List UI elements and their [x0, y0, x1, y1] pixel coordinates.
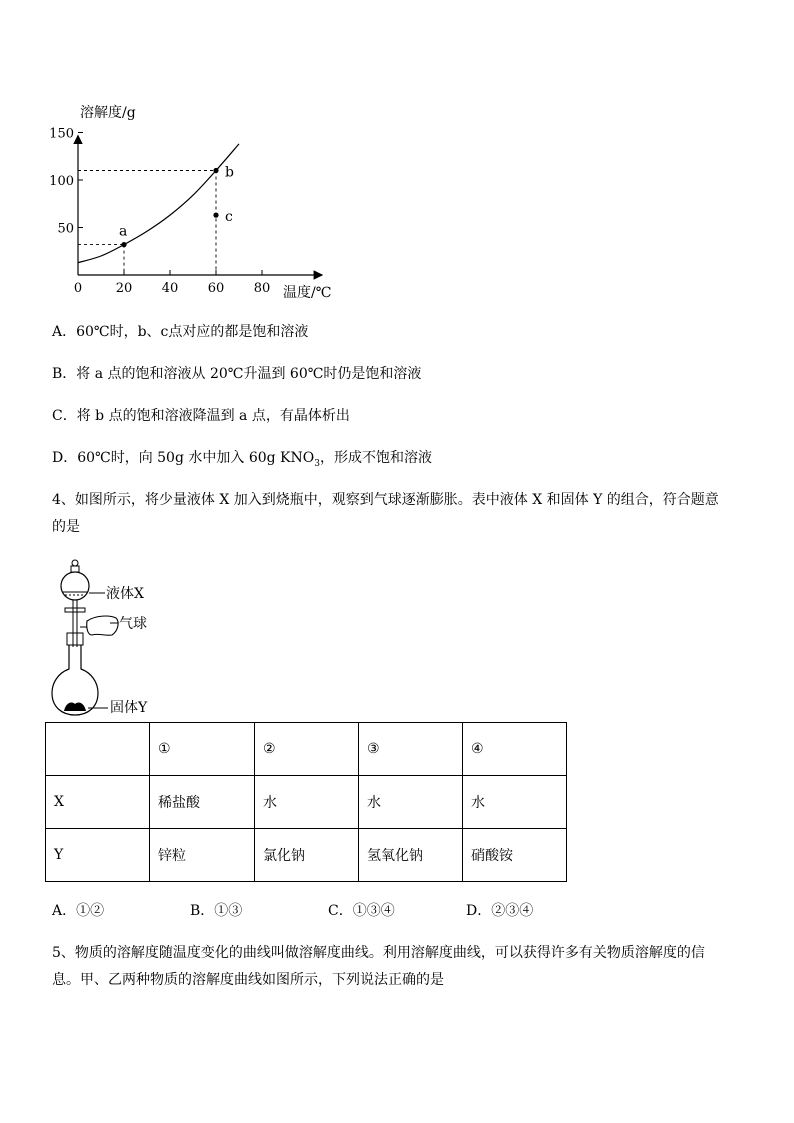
- chart-points: [119, 165, 234, 248]
- table-cell: ④: [463, 723, 567, 776]
- point-label-c: c: [225, 209, 233, 226]
- point-label-a: a: [119, 223, 128, 240]
- table-cell: ①: [150, 723, 255, 776]
- q4-option-a: A．①②: [52, 903, 105, 919]
- table-cell: 锌粒: [150, 829, 255, 882]
- separatory-funnel: [61, 572, 89, 600]
- label-solid-y: 固体Y: [110, 700, 148, 716]
- q4-option-d: D．②③④: [466, 903, 534, 919]
- funnel-stopper: [71, 566, 79, 572]
- q5-stem-line1: 5、物质的溶解度随温度变化的曲线叫做溶解度曲线。利用溶解度曲线，可以获得许多有关物质溶解度的信: [52, 945, 705, 961]
- x-axis-label: 温度/℃: [283, 285, 332, 301]
- y-axis-label: 溶解度/g: [80, 105, 136, 121]
- q4-option-b: B．①③: [190, 903, 243, 919]
- x-tick-label: 0: [73, 281, 83, 296]
- table-cell: ②: [255, 723, 359, 776]
- table-cell: 氯化钠: [255, 829, 359, 882]
- table-row: [46, 723, 567, 776]
- q3-option-d: [52, 448, 432, 474]
- x-tick-label: 40: [161, 281, 179, 296]
- label-liquid-x: 液体X: [106, 586, 144, 602]
- y-tick-label: 50: [57, 221, 74, 237]
- point-b: [213, 168, 218, 173]
- q4-stem-line2: 的是: [52, 519, 80, 535]
- table-cell: [46, 723, 150, 776]
- q4-table: [45, 722, 567, 882]
- table-row: [46, 829, 567, 882]
- x-tick-label: 80: [253, 281, 271, 296]
- stopcock: [65, 608, 85, 612]
- y-tick-label: 150: [49, 126, 74, 142]
- q3-option-d-prefix: D．60℃时，向 50g 水中加入 60g KNO: [52, 450, 315, 466]
- balloon: [87, 616, 118, 635]
- table-cell: ③: [359, 723, 463, 776]
- q3-option-a: A．60℃时，b、c点对应的都是饱和溶液: [52, 324, 309, 340]
- table-cell: 稀盐酸: [150, 776, 255, 829]
- label-balloon: 气球: [119, 616, 147, 632]
- point-c: [213, 213, 218, 218]
- table-cell: X: [46, 776, 150, 829]
- q3-option-c: C．将 b 点的饱和溶液降温到 a 点，有晶体析出: [52, 408, 350, 424]
- apparatus-figure: [50, 555, 190, 720]
- flask-stopper: [67, 633, 83, 645]
- q3-option-d-suffix: ，形成不饱和溶液: [319, 450, 432, 466]
- q3-option-d-subscript: 3: [314, 458, 320, 469]
- solubility-chart: [40, 95, 380, 305]
- table-cell: 氢氧化钠: [359, 829, 463, 882]
- q4-option-c: C．①③④: [328, 903, 395, 919]
- table-cell: 水: [359, 776, 463, 829]
- x-tick-label: 60: [207, 281, 225, 296]
- q3-option-b: B．将 a 点的饱和溶液从 20℃升温到 60℃时仍是饱和溶液: [52, 366, 422, 382]
- q5-stem-line2: 息。甲、乙两种物质的溶解度曲线如图所示，下列说法正确的是: [52, 972, 444, 988]
- x-tick-label: 20: [115, 281, 133, 296]
- chart-axes: [78, 136, 322, 275]
- table-cell: Y: [46, 829, 150, 882]
- point-a: [121, 242, 126, 247]
- q4-stem-line1: 4、如图所示，将少量液体 X 加入到烧瓶中，观察到气球逐渐膨胀。表中液体 X 和固体 Y 的组合，符合题意: [52, 492, 719, 508]
- chart-ticks: [49, 127, 270, 297]
- funnel-stopper-knob: [72, 560, 78, 566]
- table-cell: 硝酸铵: [463, 829, 567, 882]
- point-label-b: b: [225, 164, 234, 181]
- chart-guides: [78, 171, 216, 276]
- solid-y: [64, 702, 86, 711]
- table-cell: 水: [255, 776, 359, 829]
- table-row: [46, 776, 567, 829]
- y-tick-label: 100: [49, 174, 74, 189]
- table-cell: 水: [463, 776, 567, 829]
